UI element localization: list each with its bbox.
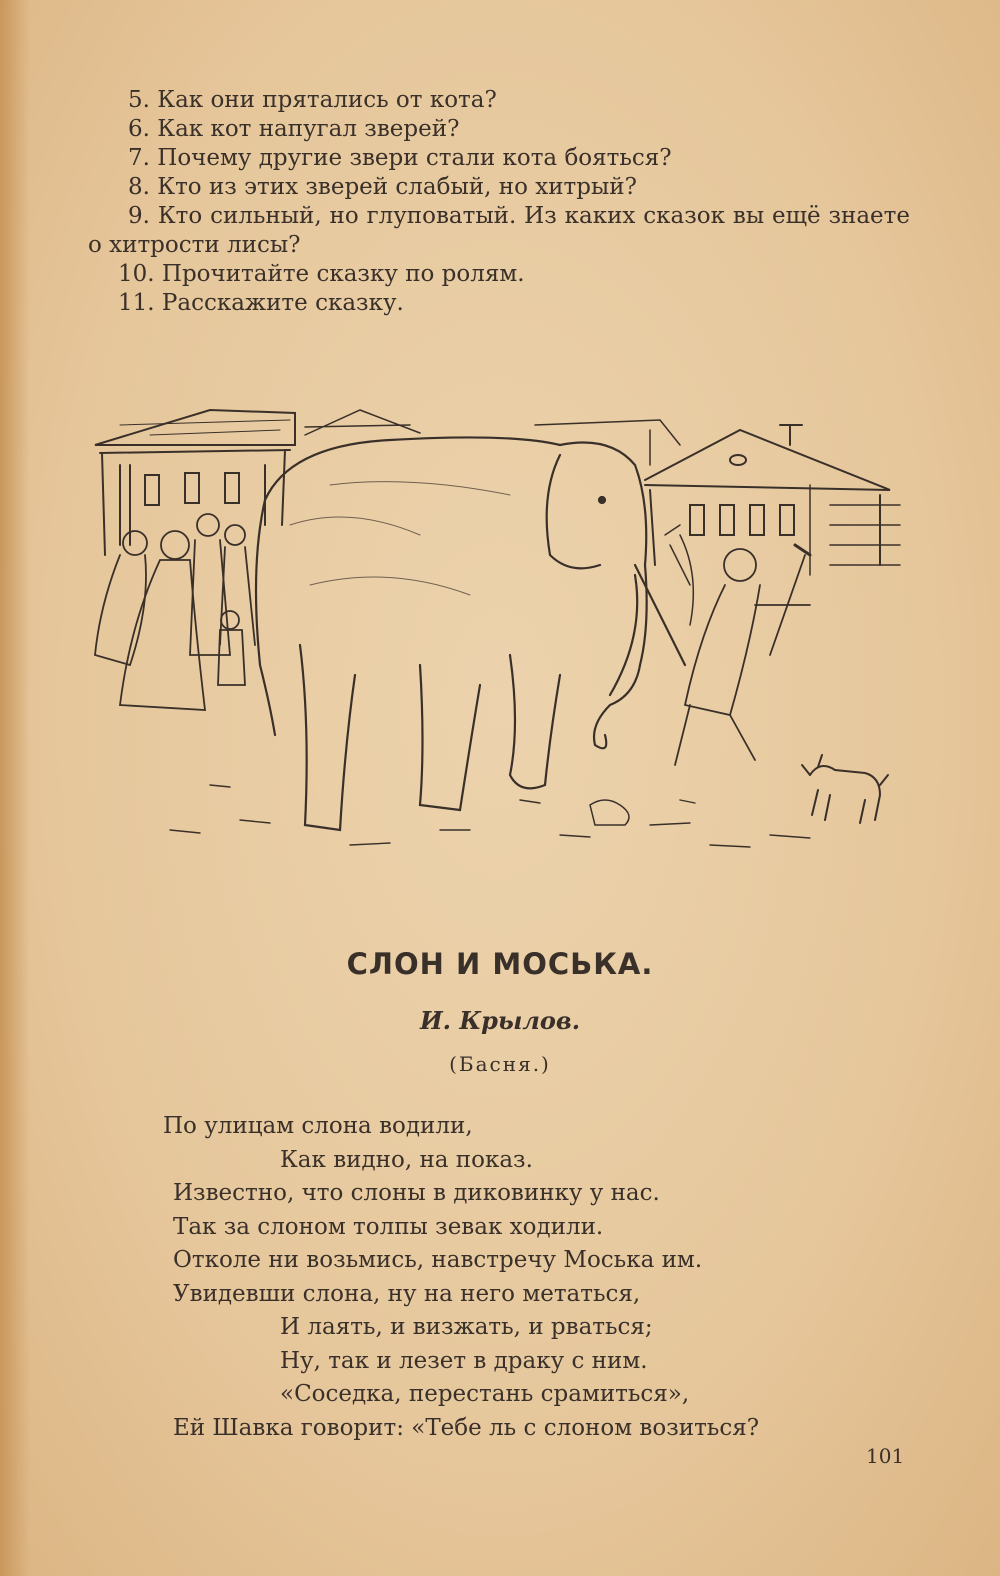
left-house-drawing <box>95 410 295 555</box>
question-item: 11. Расскажите сказку. <box>118 290 404 316</box>
poem-line: Увидевши слона, ну на него метаться, <box>173 1280 641 1307</box>
question-item: 8. Кто из этих зверей слабый, но хитрый? <box>128 174 637 200</box>
question-item: 10. Прочитайте сказку по ролям. <box>118 261 525 287</box>
story-author: И. Крылов. <box>419 1006 581 1035</box>
story-genre: (Басня.) <box>449 1052 551 1076</box>
story-title: СЛОН И МОСЬКА. <box>346 947 654 981</box>
question-item: 9. Кто сильный, но глуповатый. Из каких сказок вы ещё знаете о хитрости лисы? <box>88 203 910 258</box>
question-item: 5. Как они прятались от кота? <box>128 87 497 113</box>
poem-line: Отколе ни возьмись, навстречу Моська им. <box>173 1247 703 1273</box>
questions-list <box>88 86 910 318</box>
dog-drawing <box>802 755 888 823</box>
poem-line: Известно, что слоны в диковинку у нас. <box>173 1180 660 1206</box>
question-item: 6. Как кот напугал зверей? <box>128 116 460 142</box>
keeper-drawing <box>665 525 810 765</box>
poem-line: Ей Шавка говорит: «Тебе ль с слоном возиться? <box>173 1414 760 1441</box>
poem <box>163 1110 863 1445</box>
poem-line: По улицам слона водили, <box>163 1113 473 1139</box>
poem-line: И лаять, и визжать, и рваться; <box>280 1314 653 1340</box>
poem-line: «Соседка, перестань срамиться», <box>280 1381 690 1407</box>
elephant-drawing <box>256 437 685 830</box>
poem-line: Так за слоном толпы зевак ходили. <box>173 1213 604 1240</box>
poem-line: Ну, так и лезет в драку с ним. <box>280 1347 648 1374</box>
page-number: 101 <box>866 1444 905 1468</box>
question-item: 7. Почему другие звери стали кота бояться? <box>128 145 672 171</box>
elephant-illustration <box>90 405 905 860</box>
poem-line: Как видно, на показ. <box>280 1146 533 1173</box>
right-house-drawing <box>645 425 900 575</box>
